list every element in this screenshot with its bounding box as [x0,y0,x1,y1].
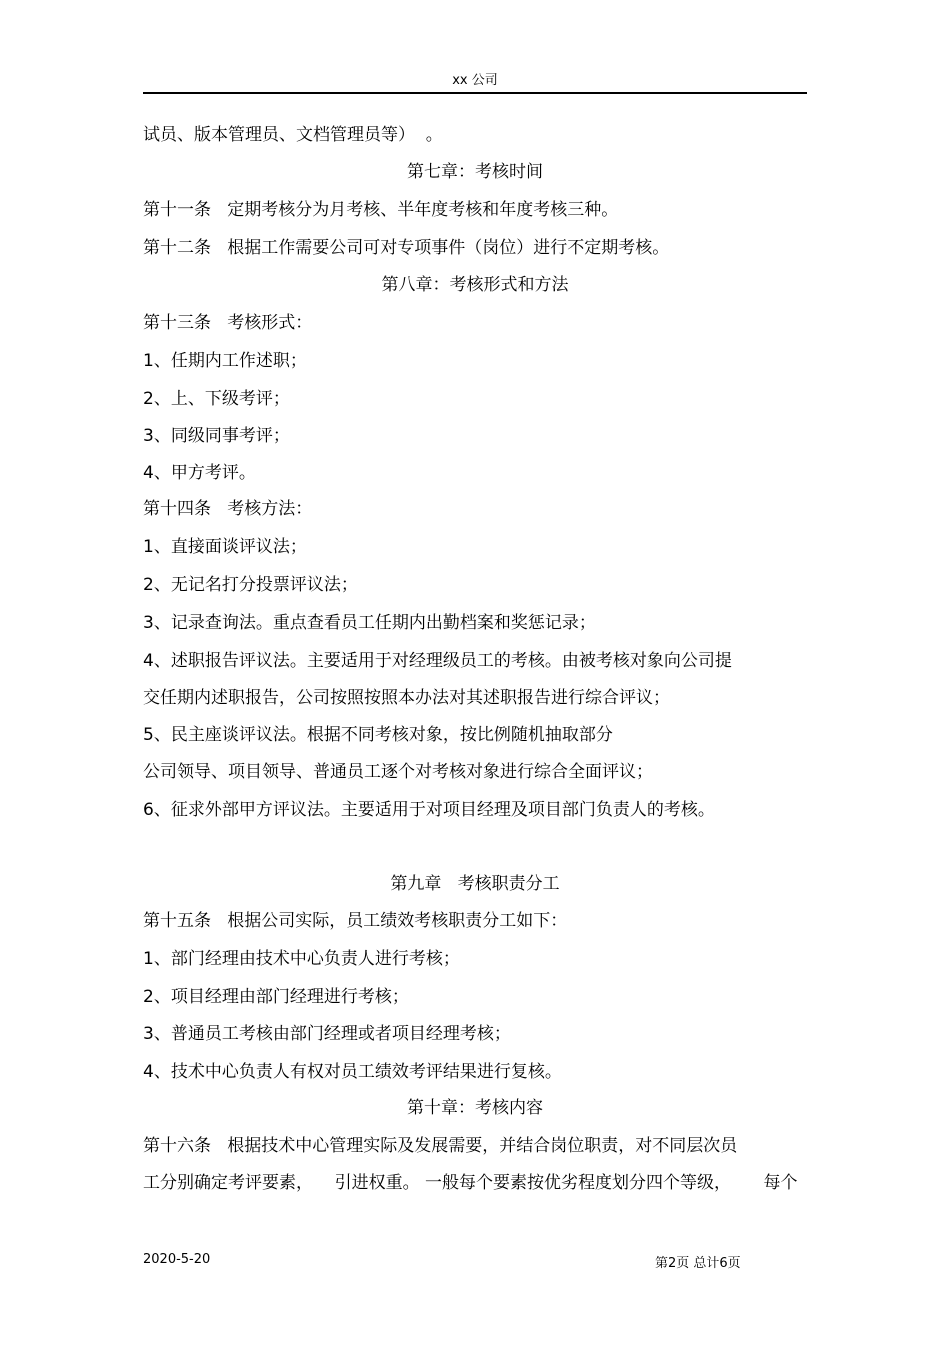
article-line: 第十二条 根据工作需要公司可对专项事件（岗位）进行不定期考核。 [143,238,670,258]
header-rule [143,92,807,94]
list-item: 4、述职报告评议法。主要适用于对经理级员工的考核。由被考核对象向公司提 [143,651,732,671]
text-line: 试员、版本管理员、文档管理员等） 。 [143,125,443,145]
chapter-heading: 第十章：考核内容 [407,1098,543,1118]
chapter-heading: 第八章：考核形式和方法 [381,275,569,295]
list-item: 1、部门经理由技术中心负责人进行考核； [143,949,460,969]
list-item: 2、无记名打分投票评议法； [143,575,358,595]
list-item: 2、上、下级考评； [143,389,290,409]
footer-date: 2020-5-20 [143,1252,211,1267]
article-line: 第十三条 考核形式： [143,313,313,333]
article-continuation: 工分别确定考评要素， 引进权重。 一般每个要素按优劣程度划分四个等级， 每个 [143,1173,798,1193]
list-item-continuation: 交任期内述职报告，公司按照按照本办法对其述职报告进行综合评议； [143,688,670,708]
article-line: 第十六条 根据技术中心管理实际及发展需要，并结合岗位职责，对不同层次员 [143,1136,738,1156]
list-item: 6、征求外部甲方评议法。主要适用于对项目经理及项目部门负责人的考核。 [143,800,715,820]
list-item-continuation: 公司领导、项目领导、普通员工逐个对考核对象进行综合全面评议； [143,762,653,782]
list-item: 3、同级同事考评； [143,426,290,446]
list-item: 2、项目经理由部门经理进行考核； [143,987,409,1007]
article-line: 第十四条 考核方法： [143,499,313,519]
list-item: 4、技术中心负责人有权对员工绩效考评结果进行复核。 [143,1062,562,1082]
list-item: 1、直接面谈评议法； [143,537,307,557]
header-company: xx 公司 [452,73,498,88]
list-item: 5、民主座谈评议法。根据不同考核对象，按比例随机抽取部分 [143,725,613,745]
article-line: 第十五条 根据公司实际，员工绩效考核职责分工如下： [143,911,568,931]
footer-page-info: 第2页 总计6页 [655,1256,741,1271]
article-line: 第十一条 定期考核分为月考核、半年度考核和年度考核三种。 [143,200,619,220]
list-item: 1、任期内工作述职； [143,351,307,371]
list-item: 3、记录查询法。重点查看员工任期内出勤档案和奖惩记录； [143,613,596,633]
chapter-heading: 第九章 考核职责分工 [390,874,560,894]
list-item: 3、普通员工考核由部门经理或者项目经理考核； [143,1024,511,1044]
chapter-heading: 第七章：考核时间 [407,162,543,182]
list-item: 4、甲方考评。 [143,463,256,483]
